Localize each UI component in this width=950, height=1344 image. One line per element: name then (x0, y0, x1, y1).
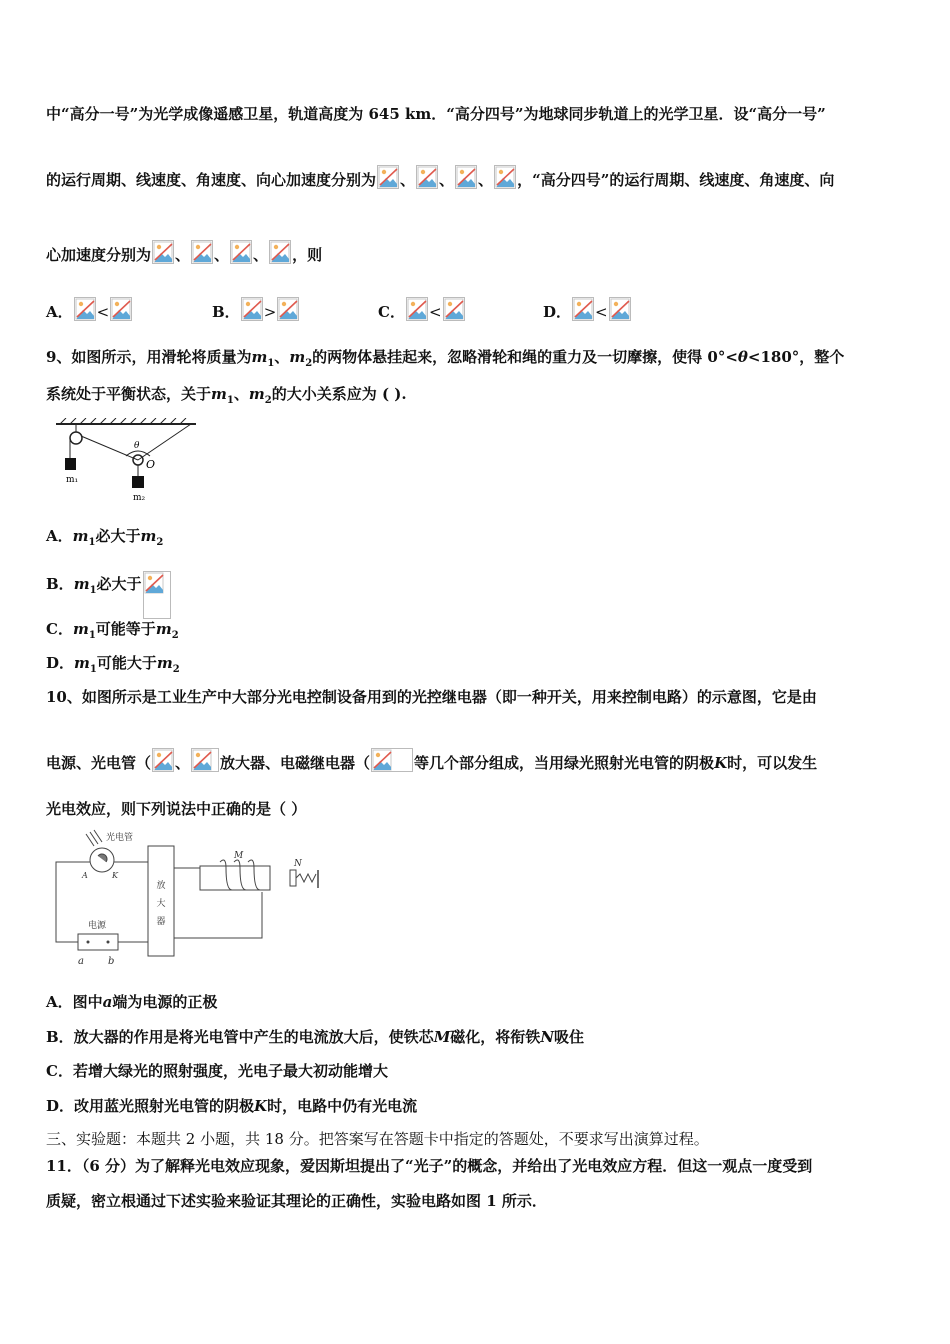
q10-line2: 电源、光电管（ 、 放大器、电磁继电器（ 等几个部分组成，当用绿光照射光电管的阴极K时，可以发生 (46, 748, 817, 773)
q8-option-a: A． < (46, 297, 133, 322)
q11-line2: 质疑，密立根通过下述实验来验证其理论的正确性，实验电路如图 1 所示． (46, 1192, 547, 1210)
armature (290, 870, 296, 886)
mass-m2 (132, 476, 144, 488)
label-theta: θ (134, 441, 140, 451)
q9-option-a: A．$m_1$必大于$m_2$ (46, 527, 164, 548)
formula-image (377, 165, 399, 189)
formula-image (191, 240, 213, 264)
q9-option-b: B．$m_1$必大于 (46, 571, 172, 619)
q10-option-b: B．放大器的作用是将光电管中产生的电流放大后，使铁芯M磁化，将衔铁N吸住 (46, 1028, 585, 1046)
q10-option-c: C．若增大绿光的照射强度，光电子最大初动能增大 (46, 1062, 388, 1080)
formula-image (110, 297, 132, 321)
q10-option-a: A．图中a端为电源的正极 (46, 993, 218, 1011)
section-heading: 三、实验题：本题共 2 小题，共 18 分。把答案写在答题卡中指定的答题处，不要求写出演算过程。 (46, 1130, 709, 1148)
q10-option-d: D．改用蓝光照射光电管的阴极K时，电路中仍有光电流 (46, 1097, 418, 1115)
formula-image (443, 297, 465, 321)
iron-core (200, 866, 270, 890)
q8-option-b: B． > (212, 297, 300, 322)
formula-image (416, 165, 438, 189)
formula-image (455, 165, 477, 189)
formula-image (371, 748, 413, 772)
power-source (78, 934, 118, 950)
formula-image (406, 297, 428, 321)
q9-option-c: C．$m_1$可能等于$m_2$ (46, 620, 179, 641)
formula-image (191, 748, 219, 772)
formula-image (609, 297, 631, 321)
label-o: O (146, 458, 156, 471)
formula-image (74, 297, 96, 321)
formula-image (143, 571, 171, 619)
q10-line1: 10、如图所示是工业生产中大部分光电控制设备用到的光控继电器（即一种开关，用来控制电路）的示意图，它是由 (46, 688, 817, 706)
pulley-figure (56, 418, 196, 504)
formula-image (494, 165, 516, 189)
formula-image (241, 297, 263, 321)
q8-option-c: C． < (378, 297, 466, 322)
q9-line2: 系统处于平衡状态，关于$m_1$、$m_2$的大小关系应为 ( ). (46, 385, 407, 406)
q8-option-d: D． < (543, 297, 632, 322)
label-n: N (294, 859, 302, 869)
formula-image (572, 297, 594, 321)
q9-line1: 9、如图所示，用滑轮将质量为$m_1$、$m_2$的两物体悬挂起来，忽略滑轮和绳的重力及一切摩擦，使得 0°<θ<180°，整个 (46, 348, 845, 369)
q9-option-d: D．$m_1$可能大于$m_2$ (46, 654, 180, 675)
label-m2: m₂ (133, 493, 146, 503)
phototube (90, 848, 114, 872)
q10-line3: 光电效应，则下列说法中正确的是（ ） (46, 800, 307, 818)
q8-line2: 的运行周期、线速度、角速度、向心加速度分别为 、 、 、 ，“高分四号”的运行周期、线速度、角速度、向 (46, 165, 834, 190)
formula-image (152, 240, 174, 264)
label-a: a (78, 956, 84, 967)
label-m1: m₁ (66, 475, 79, 485)
relay-circuit-figure (50, 826, 325, 968)
label-amplifier: 放大器 (156, 881, 166, 927)
label-phototube: 光电管 (106, 833, 134, 843)
label-cathode: K (112, 871, 118, 880)
formula-image (269, 240, 291, 264)
mass-m1 (65, 458, 76, 470)
formula-image (277, 297, 299, 321)
q8-line3: 心加速度分别为 、 、 、 ，则 (46, 240, 322, 265)
label-anode: A (82, 871, 88, 880)
formula-image (230, 240, 252, 264)
formula-image (152, 748, 174, 772)
q11-line1: 11．（6 分）为了解释光电效应现象，爱因斯坦提出了“光子”的概念，并给出了光电效应方程．但这一观点一度受到 (46, 1157, 813, 1175)
q8-line1: 中“高分一号”为光学成像遥感卫星，轨道高度为 645 km．“高分四号”为地球同步轨道上的光学卫星．设“高分一号” (46, 105, 826, 123)
label-m: M (234, 851, 244, 861)
label-power: 电源 (88, 921, 107, 931)
label-b: b (108, 956, 115, 967)
